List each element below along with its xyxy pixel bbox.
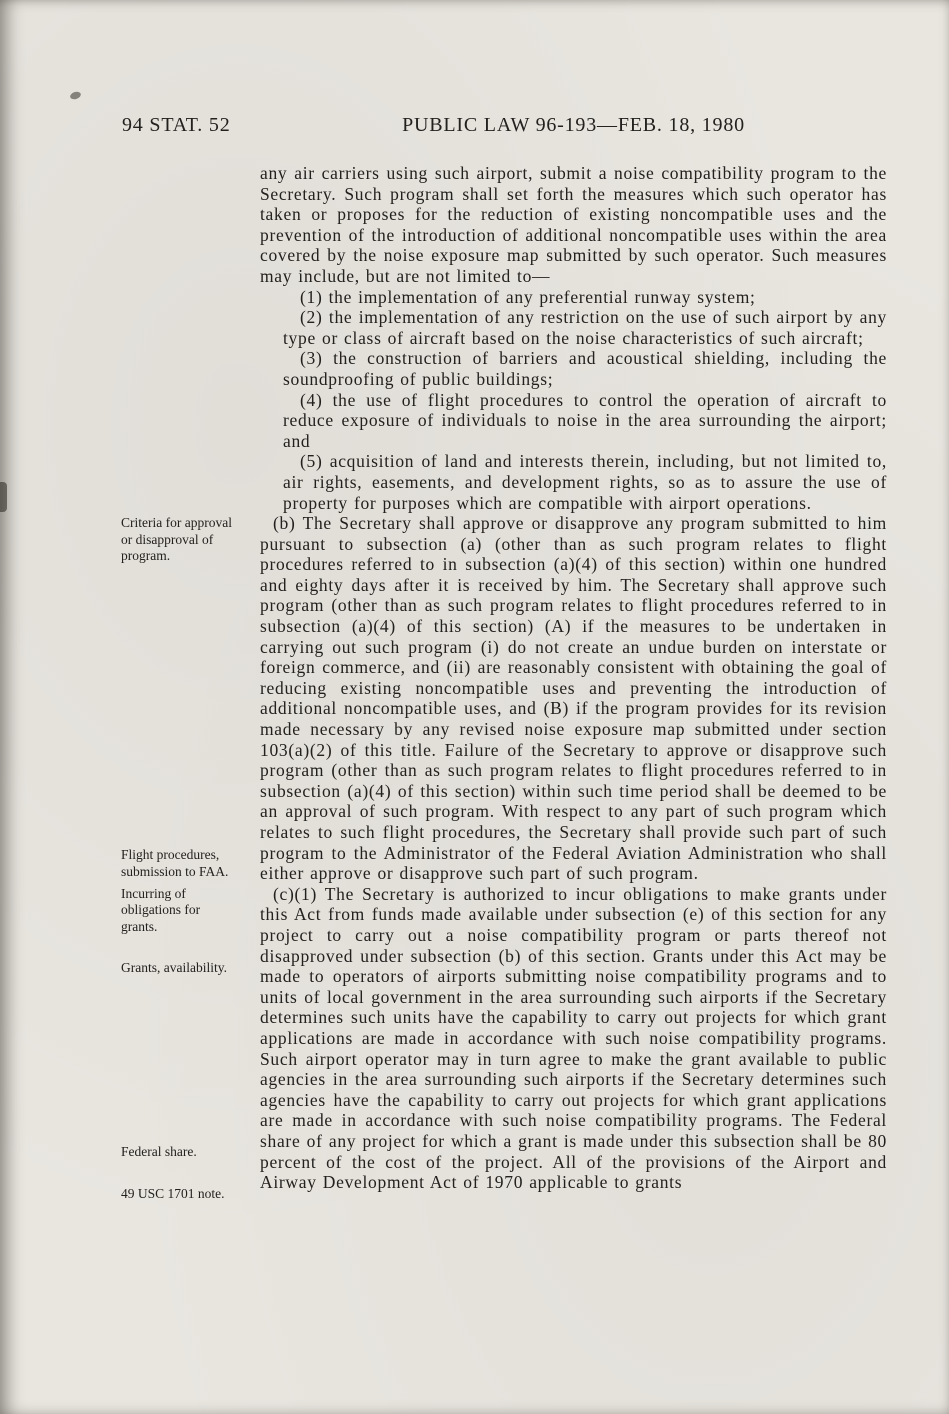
margin-note-usc-citation: 49 USC 1701 note. [121, 1185, 225, 1201]
margin-note-grants-availability: Grants, availability. [121, 959, 227, 975]
margin-note-criteria-approval: Criteria for approval or disapproval of program. [121, 515, 232, 564]
list-item-4: (4) the use of flight procedures to control the operation of aircraft to reduce exposure of individuals to noise in the area surrounding the airport; and [283, 389, 887, 451]
law-title-header: PUBLIC LAW 96-193—FEB. 18, 1980 [402, 114, 745, 136]
margin-note-flight-procedures: Flight procedures, submission to FAA. [121, 847, 229, 879]
list-item-1: (1) the implementation of any preferential runway system; [300, 286, 756, 307]
body-text-column [121, 163, 887, 1201]
list-item-5: (5) acquisition of land and interests therein, including, but not limited to, air rights, easements, and development rights, so as to assure the use of property for purposes which are compatible with airport operations. [283, 451, 887, 513]
paragraph-c [121, 883, 887, 1201]
paragraph-intro: any air carriers using such airport, submit a noise compatibility program to the Secretary. Such program shall set forth the measures which such operator has taken or proposes for the reduction of existing noncompatible uses and the prevention of the introduction of additional noncompatible uses within the area covered by the noise exposure map submitted by such operator. Such measures may include, but are not limited to— [260, 163, 887, 286]
margin-note-federal-share: Federal share. [121, 1143, 197, 1159]
scan-artifact-speck [69, 90, 82, 100]
margin-note-incurring-obligations: Incurring of obligations for grants. [121, 885, 201, 934]
paragraph-c-text: (c)(1) The Secretary is authorized to incur obligations to make grants under this Act from funds made available under subsection (e) of this section for any project to carry out a noise compatibility program or parts thereof not disapproved under subsection (b) of this section. Grants under this Act may be made to operators of airports submitting noise compatibility programs and to units of local government in the area surrounding such airports if the Secretary determines such units have the capability to carry out projects for which grant applications are made in accordance with such noise compatibility programs. Such airport operator may in turn agree to make the grant available to public agencies in the area surrounding such airports if the Secretary determines such agencies have the capability to carry out projects for which grant applications are made in accordance with such noise compatibility programs. The Federal share of any project for which a grant is made under this subsection shall be 80 percent of the cost of the project. All of the provisions of the Airport and Airway Development Act of 1970 applicable to grants [260, 883, 887, 1193]
paragraph-b-text: (b) The Secretary shall approve or disapprove any program submitted to him pursuant to subsection (a) (other than as such program relates to flight procedures referred to in subsection (a)(4) of this section) within one hundred and eighty days after it is received by him. The Secretary shall approve such program (other than as such program relates to flight procedures referred to in subsection (a)(4) of this section) (A) if the measures to be undertaken in carrying out such program (i) do not create an undue burden on interstate or foreign commerce, and (ii) are reasonably consistent with obtaining the goal of reducing existing noncompatible uses and preventing the introduction of additional noncompatible uses, and (B) if the program provides for its revision made necessary by any revised noise exposure map submitted under section 103(a)(2) of this title. Failure of the Secretary to approve or disapprove such program (other than as such program relates to flight procedures referred to in subsection (a)(4) of this section) within such time period shall be deemed to be an approval of such program. With respect to any part of such program which relates to such flight procedures, the Secretary shall provide such part of such program to the Administrator of the Federal Aviation Administration who shall either approve or disapprove such part of such program. [260, 513, 887, 884]
stat-page-number: 94 STAT. 52 [122, 114, 231, 136]
paragraph-b [121, 513, 887, 884]
scan-artifact-edge-mark [0, 482, 7, 512]
list-item-3: (3) the construction of barriers and acoustical shielding, including the soundproofing of public buildings; [283, 348, 887, 389]
list-item-2: (2) the implementation of any restriction on the use of such airport by any type or class of aircraft based on the noise characteristics of such aircraft; [283, 307, 887, 348]
